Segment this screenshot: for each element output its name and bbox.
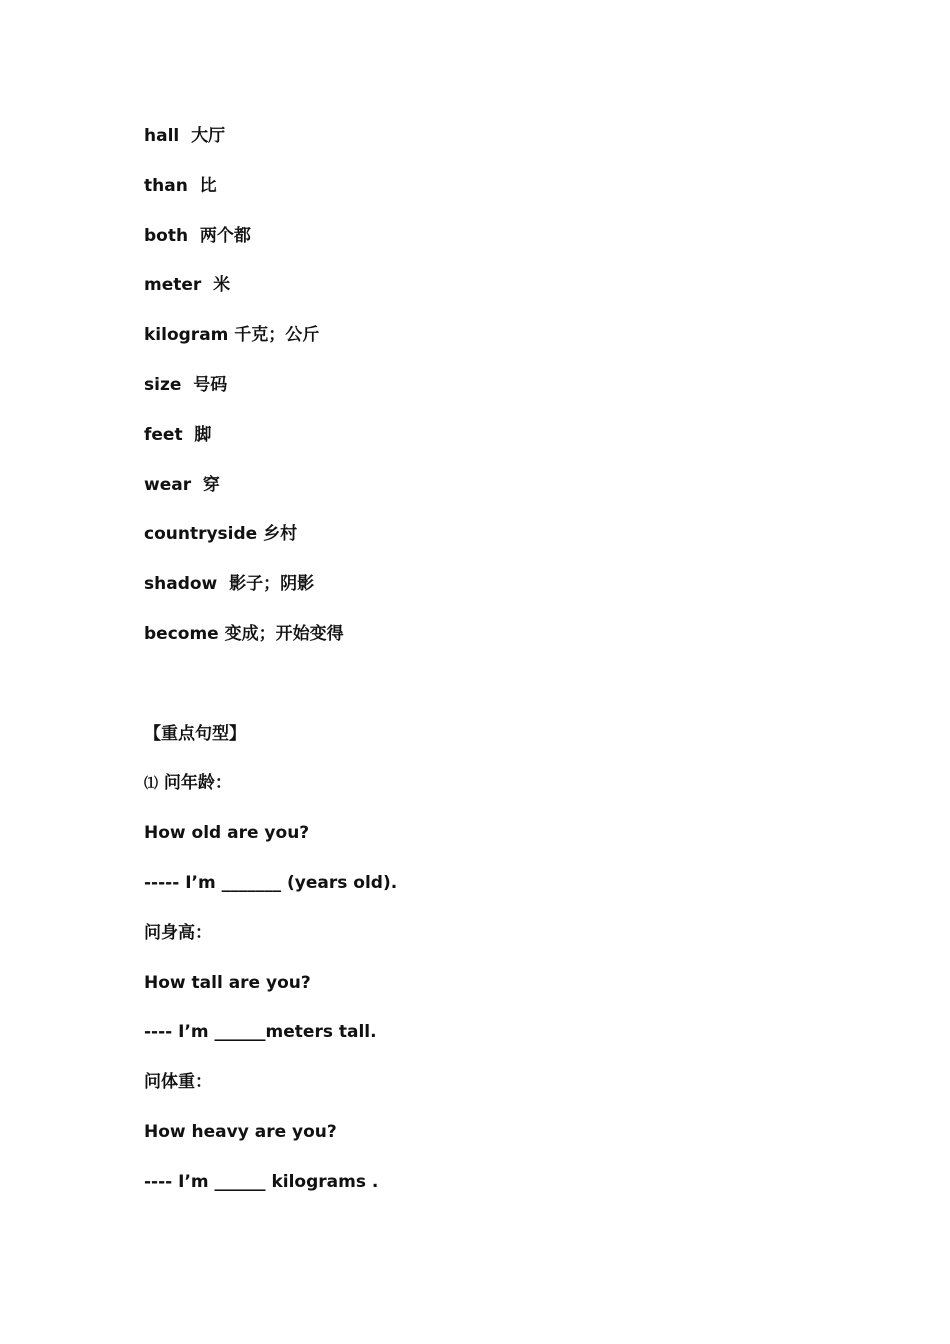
vocab-item: meter 米 [144,275,231,296]
weight-question: How heavy are you? [144,1121,337,1142]
vocab-item: countryside 乡村 [144,524,298,545]
vocab-item: feet 脚 [144,424,212,445]
document-content [144,122,844,1218]
vocab-item: than 比 [144,175,217,196]
vocab-item: hall 大厅 [144,126,226,146]
height-answer: ---- I’m ______meters tall. [144,1022,377,1043]
vocab-item: shadow 影子；阴影 [144,574,315,595]
age-label-line [144,769,844,819]
vocab-item: both 两个都 [144,225,251,246]
section-title: 【重点句型】 [144,723,246,744]
age-answer: ----- I’m _______ (years old). [144,872,398,893]
weight-label: 问体重： [144,1072,212,1093]
age-index: ⑴ [144,776,158,793]
vocab-item: kilogram 千克；公斤 [144,325,320,346]
vocab-item: become 变成；开始变得 [144,623,344,644]
height-label: 问身高： [144,922,212,943]
spacer [144,670,844,720]
weight-answer: ---- I’m ______ kilograms . [144,1171,379,1192]
vocab-item: wear 穿 [144,474,220,495]
height-question: How tall are you? [144,972,311,993]
age-label: 问年龄： [163,773,232,794]
age-question: How old are you? [144,823,310,844]
vocab-item: size 号码 [144,374,228,395]
